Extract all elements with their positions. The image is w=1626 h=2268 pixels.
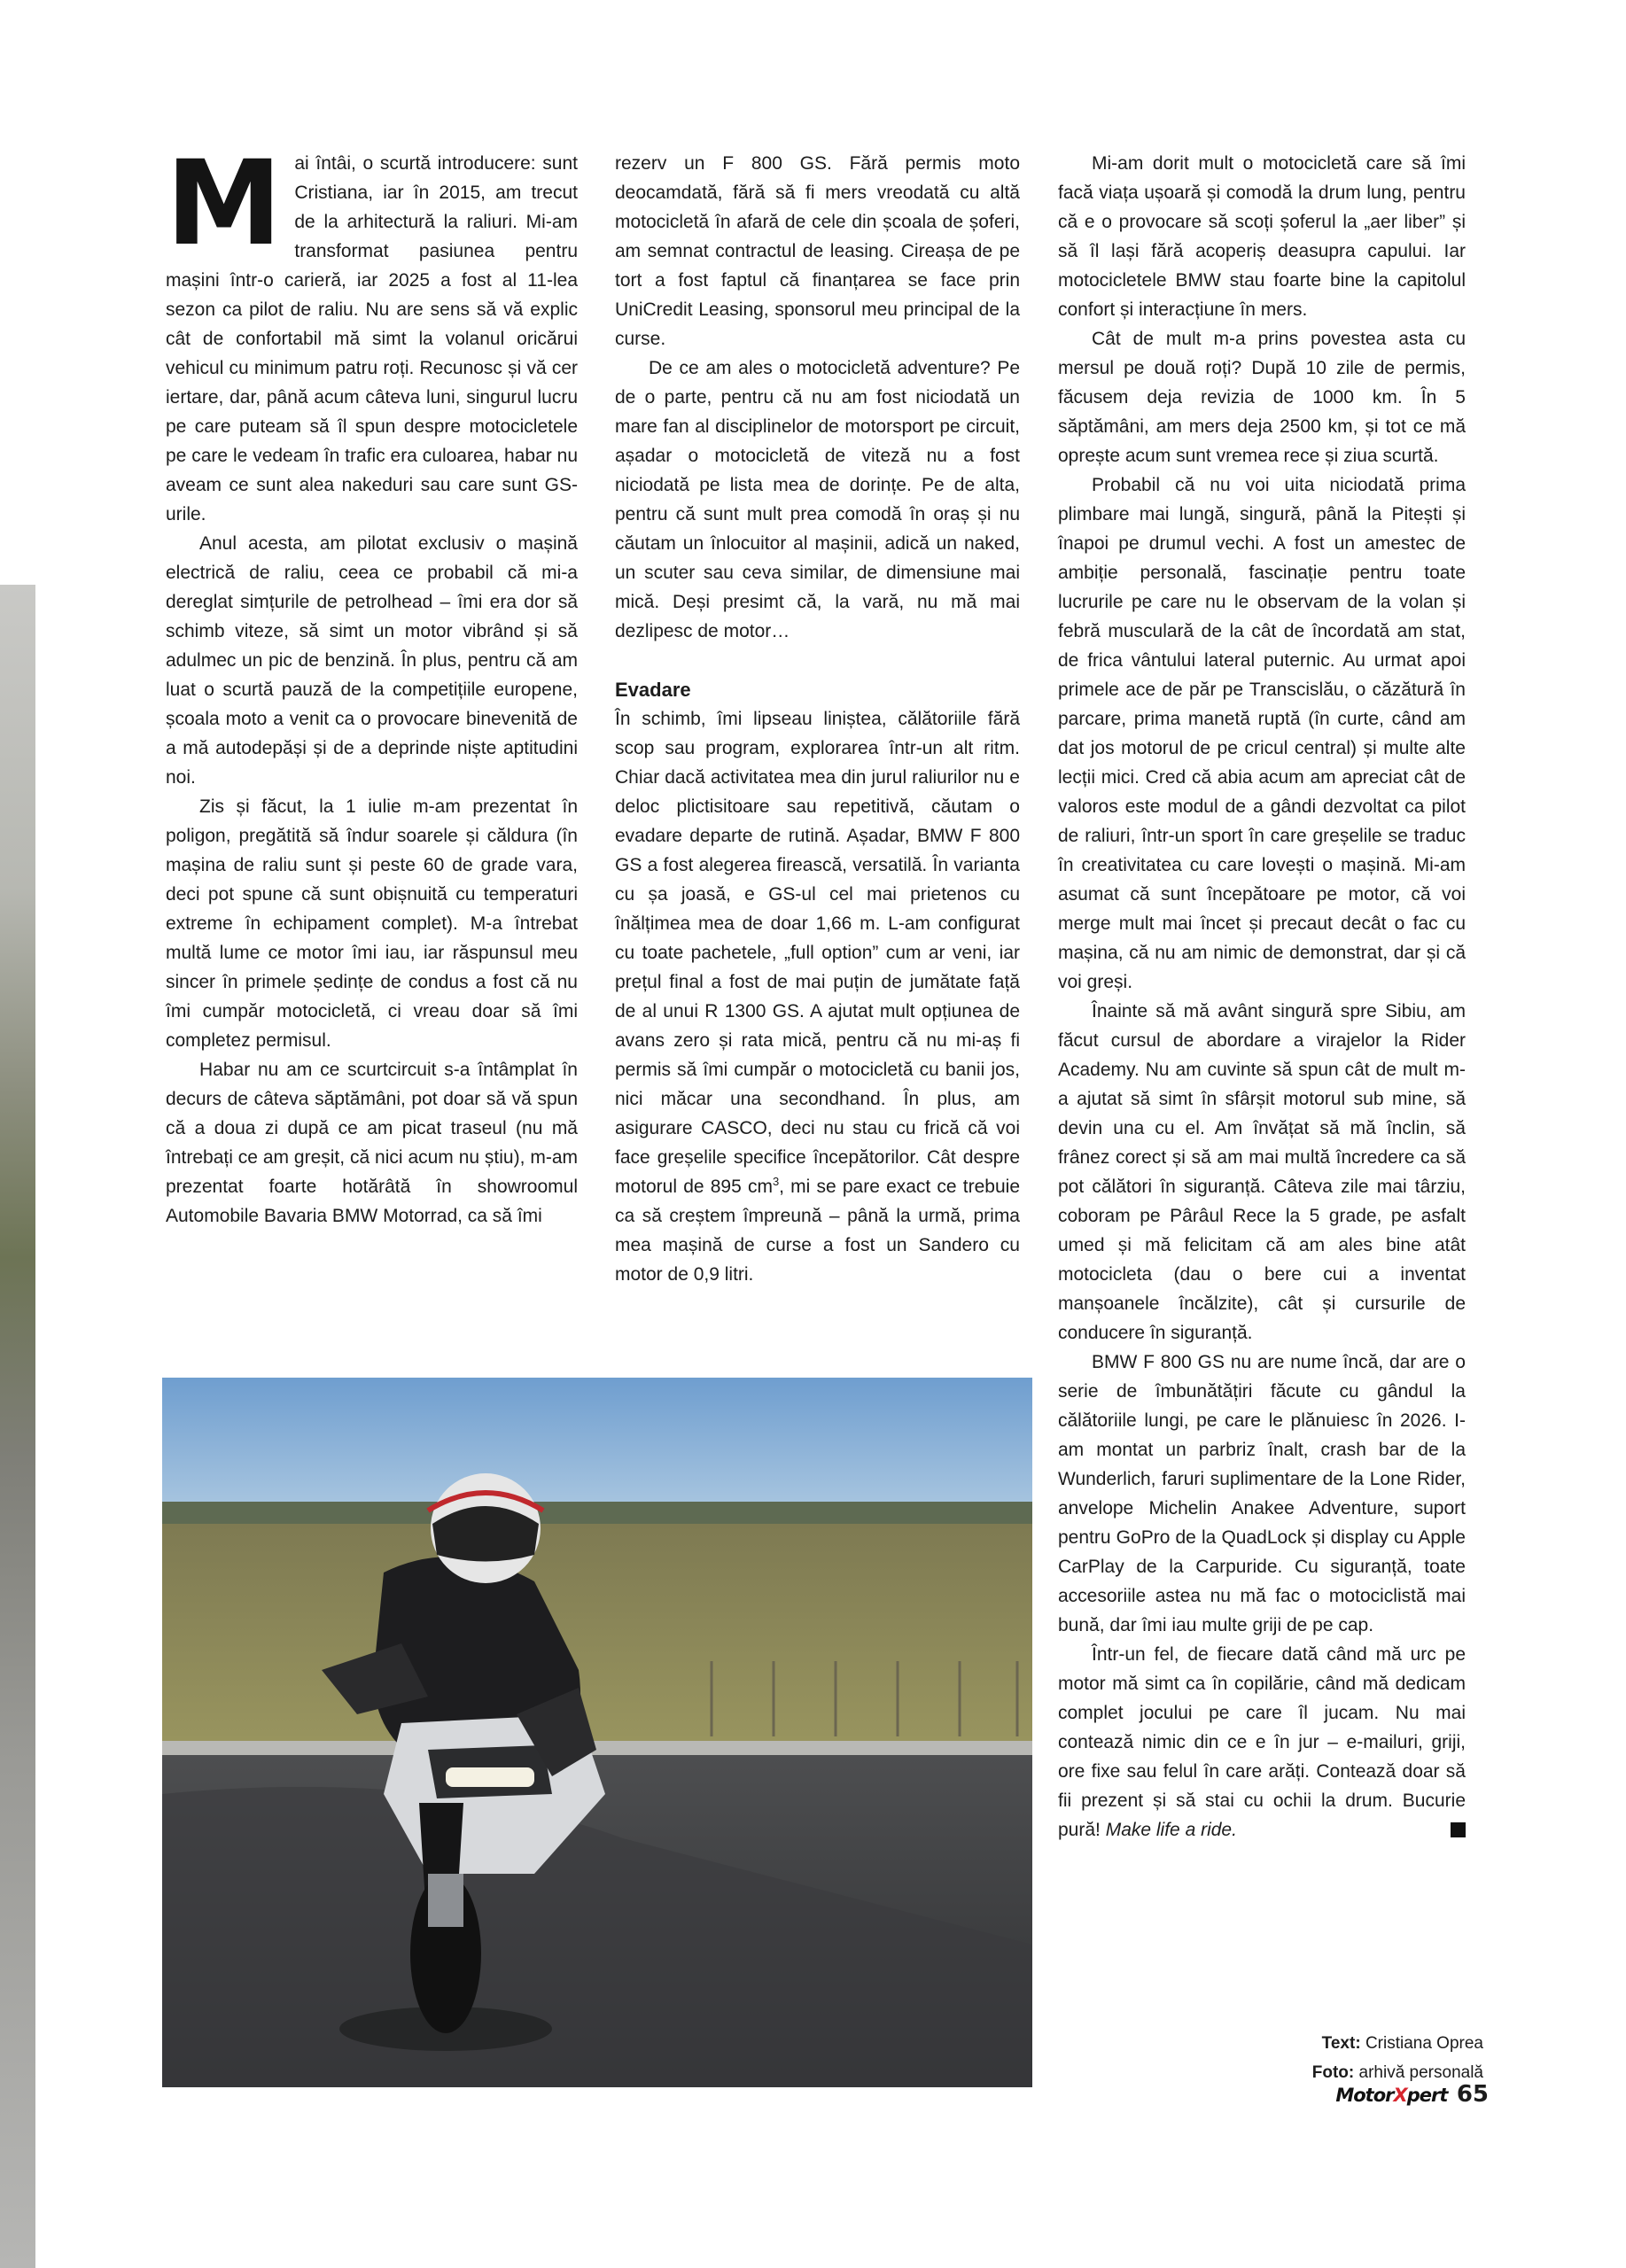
paragraph: De ce am ales o motocicletă adventure? Pe de o parte, pentru că nu am fost niciodată un mare fan al disciplinelor de motorsport pe circuit, așadar o motocicletă de viteză nu a fost niciodată pe lista mea de dorințe. Pe de alta, pentru că sunt mult prea comodă în oraș și nu căutam un înlocuitor al mașinii, adică un naked, un scuter sau ceva similar, de dimensiune mai mică. Deși presimt că, la vară, nu mă mai dezlipesc de motor… [615, 358, 1020, 641]
paragraph: Anul acesta, am pilotat exclusiv o mașină electrică de raliu, ceea ce probabil că mi-a dereglat simțurile de petrolhead – îmi era dor să schimb viteze, să simt un motor vibrând și să adulmec un pic de benzină. În plus, pentru că am luat o scurtă pauză de la competițiile europene, școala moto a venit ca o provocare binevenită de a mă autodepăși și de a deprinde niște aptitudini noi. [166, 533, 578, 788]
page-number: 65 [1456, 2081, 1489, 2108]
magazine-logo: MotorXpert [1335, 2085, 1448, 2106]
paragraph: Înainte să mă avânt singură spre Sibiu, am făcut cursul de abordare a virajelor la Rider Academy. Nu am cuvinte să spun cât de mult m-a ajutat să simt în sfârșit motorul sub mine, să devin una cu el. Am învățat să mă înclin, să frânez corect și să am mai multă încredere ca să pot călători în siguranță. Câteva zile mai târziu, coboram pe Pârâul Rece la 5 grade, pe asfalt umed și mă felicitam că am ales bine atât motocicleta (dau o bere cui a inventat manșoanele încălzite), cât și cursurile de conducere în siguranță. [1058, 1001, 1466, 1343]
paragraph: BMW F 800 GS nu are nume încă, dar are o serie de îmbunătățiri făcute cu gândul la călătoriile lungi, pe care le plănuiesc în 2026. I-am montat un parbriz înalt, crash bar de la Wunderlich, faruri suplimentare de la Lone Rider, anvelope Michelin Anakee Adventure, suport pentru GoPro de la QuadLock și display cu Apple CarPlay de la Carpuride. Cu siguranță, toate accesoriile astea nu mă fac o motociclistă mai bună, dar îmi iau multe griji de pe cap. [1058, 1352, 1466, 1635]
previous-page-photo-edge [0, 585, 35, 2268]
paragraph: Probabil că nu voi uita niciodată prima plimbare mai lungă, singură, până la Pitești și înapoi pe drumul vechi. A fost un amestec de ambiție personală, fascinație pentru toate lucrurile pe care nu le observam de la volan și febră musculară de la cât de încordată am stat, de frica vântului lateral puternic. Au urmat apoi primele ace de păr pe Transcislău, o căzătură în parcare, prima manetă ruptă (în curte, când am dat jos motorul de pe cricul central) și multe alte lecții mici. Cred că abia acum am apreciat cât de valoros este modul de a gândi dezvoltat ca pilot de raliuri, într-un sport în care greșelile se traduc în creativitatea cu care lovești o mașină. Mi-am asumat că sunt începătoare pe motor, că voi merge mult mai încet și precaut decât o fac cu mașina, că nu am nimic de demonstrat, dar și că voi greși. [1058, 475, 1466, 992]
paragraph: Zis și făcut, la 1 iulie m-am prezentat în poligon, pregătită să îndur soarele și căldura (în mașina de raliu sunt și peste 60 de grade vara, deci pot spune că sunt obișnuită cu temperaturi extreme în echipament complet). M-a întrebat multă lume ce motor îmi iau, iar răspunsul meu sincer în primele ședințe de condus a fost că nu îmi cumpăr motocicletă, ci vreau doar să îmi completez permisul. [166, 796, 578, 1051]
drop-cap: M [166, 136, 283, 272]
photo-credit: Foto: arhivă personală [1311, 2063, 1483, 2082]
article-credits [1143, 2029, 1483, 2087]
article-column-2 [615, 149, 1020, 1289]
paragraph: rezerv un F 800 GS. Fără permis moto deocamdată, fără să fi mers vreodată cu altă motocicletă în afară de cele din școala de șoferi, am semnat contractul de leasing. Cireașa de pe tort a fost faptul că finanțarea se face prin UniCredit Leasing, sponsorul meu principal de la curse. [615, 153, 1020, 349]
intro-paragraph: Mai întâi, o scurtă introducere: sunt Cristiana, iar în 2015, am trecut de la arhitectură la raliuri. Mi-am transformat pasiunea pentru mașini într-o carieră, iar 2025 a fost al 11-lea sezon ca pilot de raliu. Nu are sens să vă explic cât de confortabil mă simt la volanul oricărui vehicul cu minimum patru roți. Recunosc și vă cer iertare, dar, până acum câteva luni, singurul lucru pe care puteam să îl spun despre motocicletele pe care le vedeam în trafic era culoarea, habar nu aveam ce sunt alea nakeduri sau care sunt GS-urile. [166, 136, 578, 524]
closing-paragraph: Într-un fel, de fiecare dată când mă urc pe motor mă simt ca în copilărie, când mă dedicam complet jocului pe care îl jucam. Nu mai contează nimic din ce e în jur – e-mailuri, griji, ore fixe sau felul în care arăți. Contează doar să fii prezent și să stai cu ochii la drum. Bucurie pură! Make life a ride. [1058, 1644, 1466, 1840]
article-column-1 [166, 136, 578, 1231]
article-column-3 [1058, 149, 1466, 1845]
section-heading: Evadare [615, 679, 691, 701]
superscript: 3 [772, 1175, 780, 1188]
text-credit: Text: Cristiana Oprea [1321, 2034, 1483, 2053]
motorcycle-photo [162, 1378, 1032, 2087]
paragraph: În schimb, îmi lipseau liniștea, călătoriile fără scop sau program, explorarea într-un alt ritm. Chiar dacă activitatea mea din jurul raliurilor nu e deloc plictisitoare sau repetitivă, căutam o evadare departe de rutină. Așadar, BMW F 800 GS a fost alegerea firească, versatilă. În varianta cu șa joasă, e GS-ul cel mai prietenos cu înălțimea mea de doar 1,66 m. L-am configurat cu toate pachetele, „full option” cum ar veni, iar prețul final a fost de mai puțin de jumătate față de al unui R 1300 GS. A ajutat mult opțiunea de avans zero și rata mică, pentru că nu mi-aș fi permis să îmi cumpăr o motocicletă cu banii jos, nici măcar una secondhand. În plus, am asigurare CASCO, deci nu stau cu frică că voi face greșelile specifice începătorilor. Cât despre motorul de 895 $cm^3$, mi se pare exact ce trebuie ca să creștem împreună – până la urmă, prima mea mașină de curse a fost un Sandero cu motor de 0,9 litri. [615, 709, 1020, 1285]
end-of-article-mark [1451, 1822, 1466, 1837]
paragraph: Cât de mult m-a prins povestea asta cu mersul pe două roți? După 10 zile de permis, făcusem deja revizia de 1000 km. În 5 săptămâni, am mers deja 2500 km, și tot ce mă oprește acum sunt vremea rece și ziua scurtă. [1058, 329, 1466, 466]
paragraph: Mi-am dorit mult o motocicletă care să îmi facă viața ușoară și comodă la drum lung, pentru că e o provocare să scoți șoferul la „aer liber” și să îl lași fără acoperiș deasupra capului. Iar motocicletele BMW stau foarte bine la capitolul confort și interacțiune în mers. [1058, 153, 1466, 320]
paragraph: Habar nu am ce scurtcircuit s-a întâmplat în decurs de câteva săptămâni, pot doar să vă spun că a doua zi după ce am picat traseul (nu mă întrebați ce am greșit, că nici acum nu știu), m-am prezentat foarte hotărâtă în showroomul Automobile Bavaria BMW Motorrad, ca să îmi [166, 1060, 578, 1226]
page-footer [1241, 2081, 1489, 2108]
